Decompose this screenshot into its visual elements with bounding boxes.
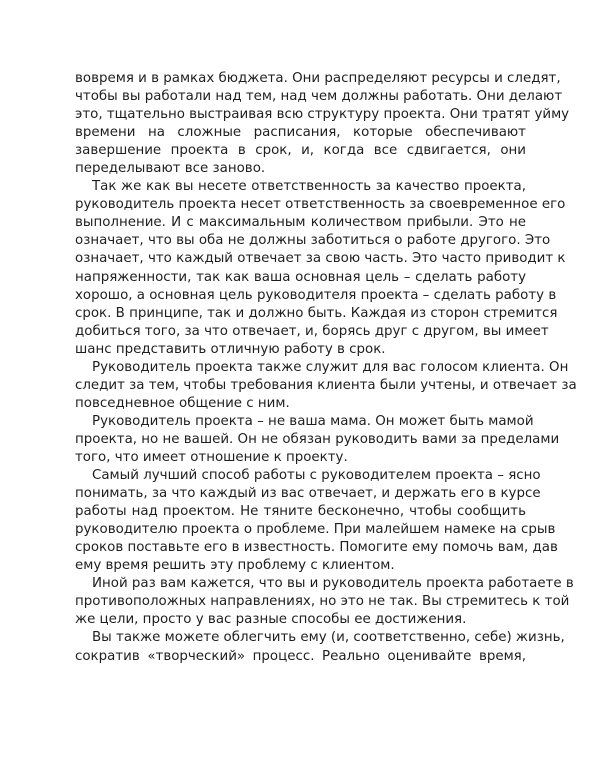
- text-line: проекта, но не вашей. Он не обязан руководить вами за пределами: [75, 431, 560, 447]
- text-line: срок. В принципе, так и должно быть. Каждая из сторон стремится: [75, 305, 558, 321]
- text-line: Самый лучший способ работы с руководителем проекта – ясно: [92, 468, 541, 484]
- text-line: времени на сложные расписания, которые обеспечивают: [75, 125, 526, 141]
- paragraph: [75, 467, 558, 575]
- text-line: Вы также можете облегчить ему (и, соответственно, себе) жизнь,: [92, 630, 565, 646]
- text-line: это, тщательно выстраивая всю структуру проекта. Они тратят уйму: [75, 107, 570, 123]
- text-line: сроков поставьте его в известность. Помогите ему помочь вам, дав: [75, 540, 558, 556]
- paragraph: [75, 575, 574, 629]
- paragraph: [75, 178, 566, 358]
- text-line: того, что имеет отношение к проекту.: [75, 449, 348, 465]
- text-line: переделывают все заново.: [75, 161, 266, 177]
- text-line: напряженности, так как ваша основная цель – сделать работу: [75, 269, 526, 285]
- text-line: Иной раз вам кажется, что вы и руководитель проекта работаете в: [92, 576, 574, 592]
- text-line: означает, что вы оба не должны заботиться о работе другого. Это: [75, 233, 551, 249]
- text-line: повседневное общение с ним.: [75, 395, 290, 411]
- text-line: чтобы вы работали над тем, над чем должны работать. Они делают: [75, 89, 563, 105]
- text-line: добиться того, за что отвечает, и, борясь друг с другом, вы имеет: [75, 323, 549, 339]
- text-line: вовремя и в рамках бюджета. Они распределяют ресурсы и следят,: [75, 71, 561, 86]
- text-line: завершение проекта в срок, и, когда все сдвигается, они: [75, 143, 526, 159]
- text-line: Руководитель проекта – не ваша мама. Он может быть мамой: [92, 413, 534, 429]
- text-line: работы над проектом. Не тяните бесконечно, чтобы сообщить: [75, 504, 526, 520]
- text-line: Руководитель проекта также служит для вас голосом клиента. Он: [92, 359, 569, 375]
- text-line: Так же как вы несете ответственность за качество проекта,: [92, 179, 526, 195]
- text-line: сократив «творческий» процесс. Реально оценивайте время,: [75, 648, 526, 664]
- text-line: руководитель проекта несет ответственность за своевременное его: [75, 197, 566, 213]
- text-line: выполнение. И с максимальным количеством прибыли. Это не: [75, 215, 526, 231]
- text-line: шанс представить отличную работу в срок.: [75, 341, 386, 357]
- text-line: следит за тем, чтобы требования клиента были учтены, и отвечает за: [75, 377, 577, 393]
- text-line: ему время решить эту проблему с клиентом.: [75, 558, 395, 574]
- text-line: понимать, за что каждый из вас отвечает, и держать его в курсе: [75, 486, 541, 502]
- text-line: же цели, просто у вас разные способы ее достижения.: [75, 612, 467, 628]
- document-page-text: [75, 70, 577, 666]
- paragraph: [75, 413, 560, 467]
- paragraph: [75, 629, 565, 665]
- text-line: противоположных направлениях, но это не так. Вы стремитесь к той: [75, 594, 570, 610]
- paragraph: [75, 359, 577, 413]
- text-line: хорошо, а основная цель руководителя проекта – сделать работу в: [75, 287, 557, 303]
- paragraph: [75, 70, 570, 178]
- text-line: означает, что каждый отвечает за свою часть. Это часто приводит к: [75, 251, 566, 267]
- text-line: руководителю проекта о проблеме. При малейшем намеке на срыв: [75, 522, 556, 538]
